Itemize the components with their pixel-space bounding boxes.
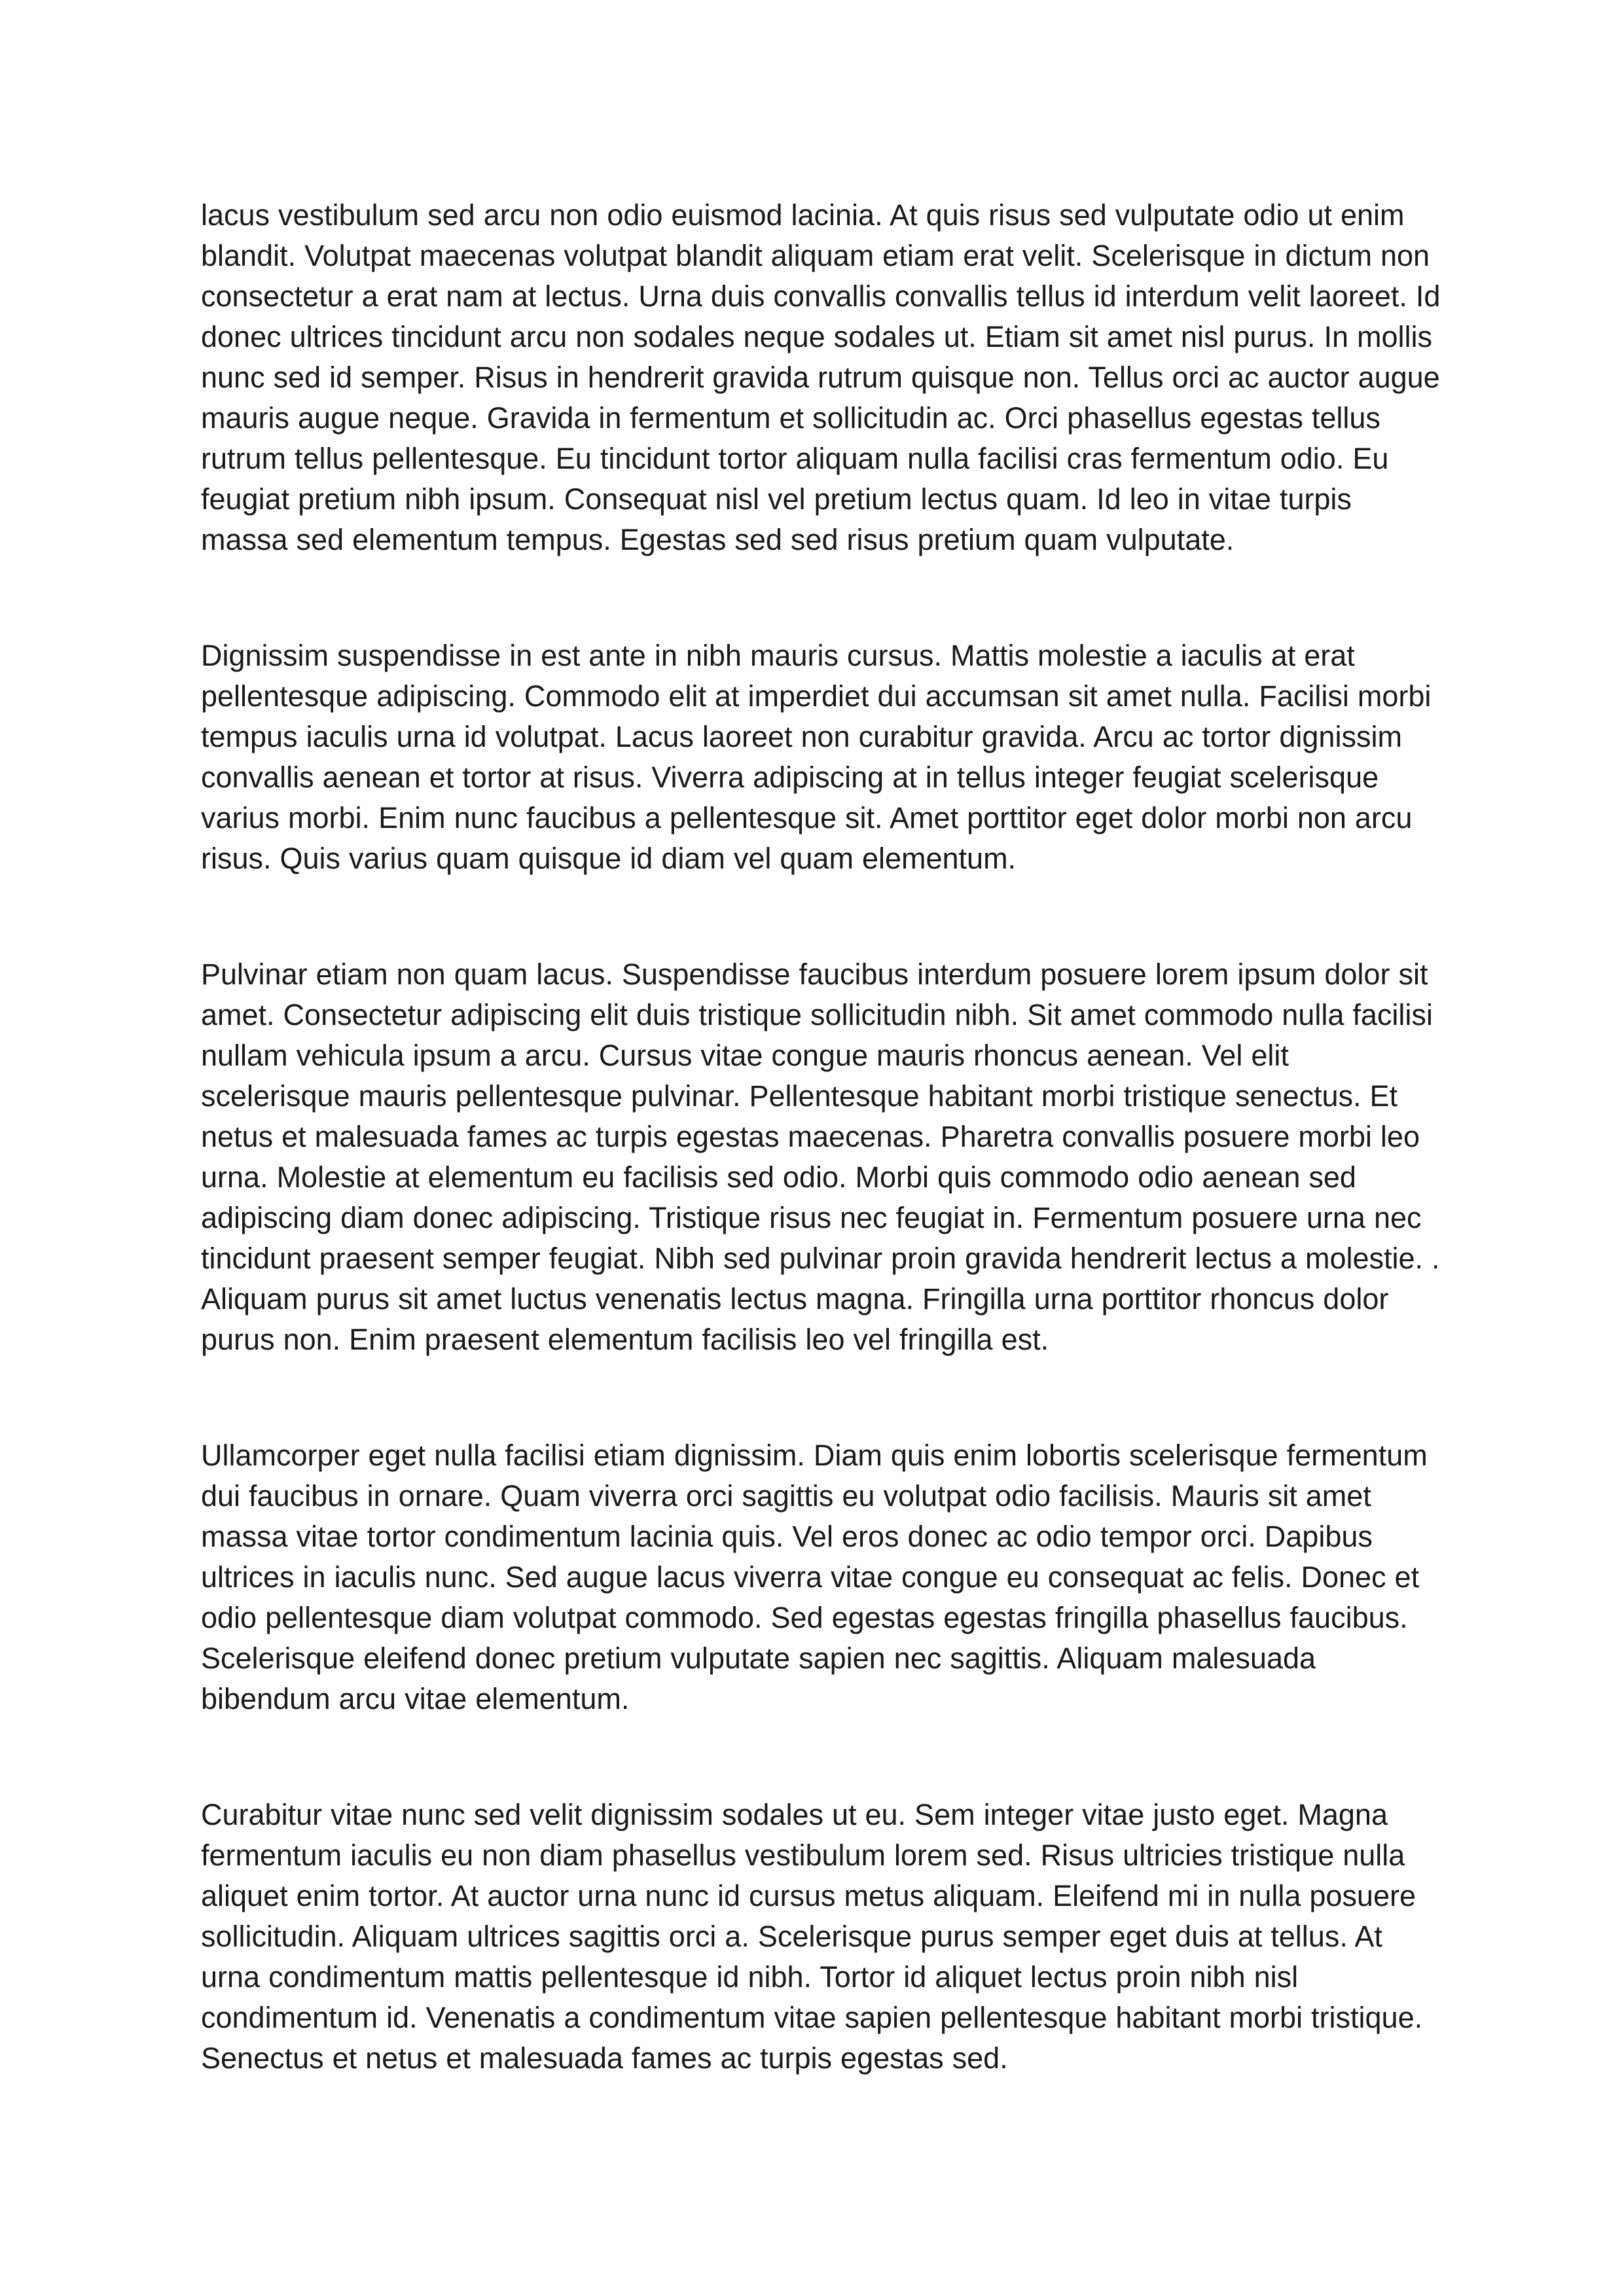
paragraph-4: Ullamcorper eget nulla facilisi etiam dignissim. Diam quis enim lobortis scelerisque fermentum dui faucibus in ornare. Quam viverra orci sagittis eu volutpat odio facilisis. Mauris sit amet massa vitae tortor condimentum lacinia quis. Vel eros donec ac odio tempor orci. Dapibus ultrices in iaculis nunc. Sed augue lacus viverra vitae congue eu consequat ac felis. Donec et odio pellentesque diam volutpat commodo. Sed egestas egestas fringilla phasellus faucibus. Scelerisque eleifend donec pretium vulputate sapien nec sagittis. Aliquam malesuada bibendum arcu vitae elementum.	[201, 1439, 1428, 1715]
paragraph-2: Dignissim suspendisse in est ante in nibh mauris cursus. Mattis molestie a iaculis at erat pellentesque adipiscing. Commodo elit at imperdiet dui accumsan sit amet nulla. Facilisi morbi tempus iaculis urna id volutpat. Lacus laoreet non curabitur gravida. Arcu ac tortor dignissim convallis aenean et tortor at risus. Viverra adipiscing at in tellus integer feugiat scelerisque varius morbi. Enim nunc faucibus a pellentesque sit. Amet porttitor eget dolor morbi non arcu risus. Quis varius quam quisque id diam vel quam elementum.	[201, 639, 1432, 875]
paragraph-3: Pulvinar etiam non quam lacus. Suspendisse faucibus interdum posuere lorem ipsum dolor sit amet. Consectetur adipiscing elit duis tristique sollicitudin nibh. Sit amet commodo nulla facilisi nullam vehicula ipsum a arcu. Cursus vitae congue mauris rhoncus aenean. Vel elit scelerisque mauris pellentesque pulvinar. Pellentesque habitant morbi tristique senectus. Et netus et malesuada fames ac turpis egestas maecenas. Pharetra convallis posuere morbi leo urna. Molestie at elementum eu facilisis sed odio. Morbi quis commodo odio aenean sed adipiscing diam donec adipiscing. Tristique risus nec feugiat in. Fermentum posuere urna nec tincidunt praesent semper feugiat. Nibh sed pulvinar proin gravida hendrerit lectus a molestie. . Aliquam purus sit amet luctus venenatis lectus magna. Fringilla urna porttitor rhoncus dolor purus non. Enim praesent elementum facilisis leo vel fringilla est.	[201, 958, 1440, 1356]
paragraph-5: Curabitur vitae nunc sed velit dignissim sodales ut eu. Sem integer vitae justo eget. Magna fermentum iaculis eu non diam phasellus vestibulum lorem sed. Risus ultricies tristique nulla aliquet enim tortor. At auctor urna nunc id cursus metus aliquam. Eleifend mi in nulla posuere sollicitudin. Aliquam ultrices sagittis orci a. Scelerisque purus semper eget duis at tellus. At urna condimentum mattis pellentesque id nibh. Tortor id aliquet lectus proin nibh nisl condimentum id. Venenatis a condimentum vitae sapien pellentesque habitant morbi tristique. Senectus et netus et malesuada fames ac turpis egestas sed.	[201, 1798, 1423, 2075]
paragraph-1: lacus vestibulum sed arcu non odio euismod lacinia. At quis risus sed vulputate odio ut enim blandit. Volutpat maecenas volutpat blandit aliquam etiam erat velit. Scelerisque in dictum non consectetur a erat nam at lectus. Urna duis convallis convallis tellus id interdum velit laoreet. Id donec ultrices tincidunt arcu non sodales neque sodales ut. Etiam sit amet nisl purus. In mollis nunc sed id semper. Risus in hendrerit gravida rutrum quisque non. Tellus orci ac auctor augue mauris augue neque. Gravida in fermentum et sollicitudin ac. Orci phasellus egestas tellus rutrum tellus pellentesque. Eu tincidunt tortor aliquam nulla facilisi cras fermentum odio. Eu feugiat pretium nibh ipsum. Consequat nisl vel pretium lectus quam. Id leo in vitae turpis massa sed elementum tempus. Egestas sed sed risus pretium quam vulputate.	[201, 198, 1441, 556]
